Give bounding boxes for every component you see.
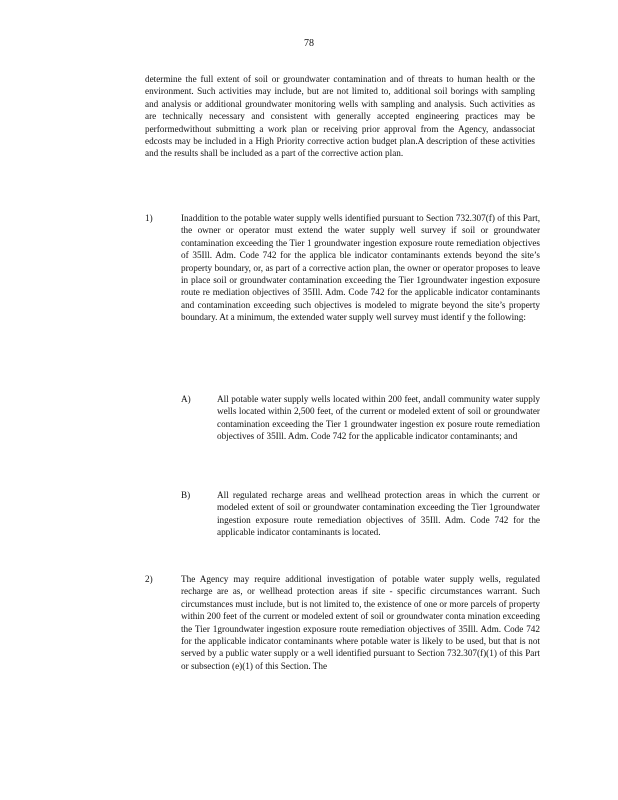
list-item-2-marker: 2) xyxy=(145,574,153,584)
list-item-2-text: The Agency may require additional investigation of potable water supply wells, regulated recharge are as, or wellhead protection areas if site - specific circumstances warrant. Such circumstances must include, but is not limited to, the existence of one or more parcels of property within 200 feet of the current or modeled extent of soil or groundwater conta mination exceeding the Tier 1groundwater ingestion exposure route remediation objectives of 35Ill. Adm. Code 742 for the applicable indicator contaminants where potable water is likely to be used, but that is not served by a public water supply or a well identified pursuant to Section 732.307(f)(1) of this Part or subsection (e)(1) of this Section. The xyxy=(181,574,540,671)
sub-item-a-text: All potable water supply wells located within 200 feet, andall community water supply wells located within 2,500 feet, of the current or modeled extent of soil or groundwater contamination exceeding the Tier 1 groundwater ingestion ex posure route remediation objectives of 35Ill. Adm. Code 742 for the applicable indicator contaminants; and xyxy=(217,394,540,442)
page-number: 78 xyxy=(304,38,314,49)
sub-item-b-text: All regulated recharge areas and wellhead protection areas in which the current or modeled extent of soil or groundwater contamination exceeding the Tier 1groundwater ingestion exposure route remediation objectives of 35Ill. Adm. Code 742 for the applicable indicator contaminants is located. xyxy=(217,490,540,538)
sub-item-a-marker: A) xyxy=(181,394,191,404)
list-item-1-marker: 1) xyxy=(145,213,153,223)
intro-paragraph: determine the full extent of soil or groundwater contamination and of threats to human health or the environment. Such activities may include, but are not limited to, additional soil borings with sampling and analysis or additional groundwater monitoring wells with sampling and analysis. Such activities as are technically necessary and consistent with generally accepted engineering practices may be performedwithout submitting a work plan or receiving prior approval from the Agency, andassociat edcosts may be included in a High Priority corrective action budget plan.A description of these activities and the results shall be included as a part of the corrective action plan. xyxy=(145,74,535,159)
sub-item-b-marker: B) xyxy=(181,490,191,500)
list-item-1-text: Inaddition to the potable water supply wells identified pursuant to Section 732.307(f) of this Part, the owner or operator must extend the water supply well survey if soil or groundwater contamination exceeding the Tier 1 groundwater ingestion exposure route remediation objectives of 35Ill. Adm. Code 742 for the applica ble indicator contaminants extends beyond the site’s property boundary, or, as part of a corrective action plan, the owner or operator proposes to leave in place soil or groundwater contamination exceeding the Tier 1groundwater ingestion exposure route re mediation objectives of 35Ill. Adm. Code 742 for the applicable indicator contaminants and contamination exceeding such objectives is modeled to migrate beyond the site’s property boundary. At a minimum, the extended water supply well survey must identif y the following: xyxy=(181,213,540,323)
